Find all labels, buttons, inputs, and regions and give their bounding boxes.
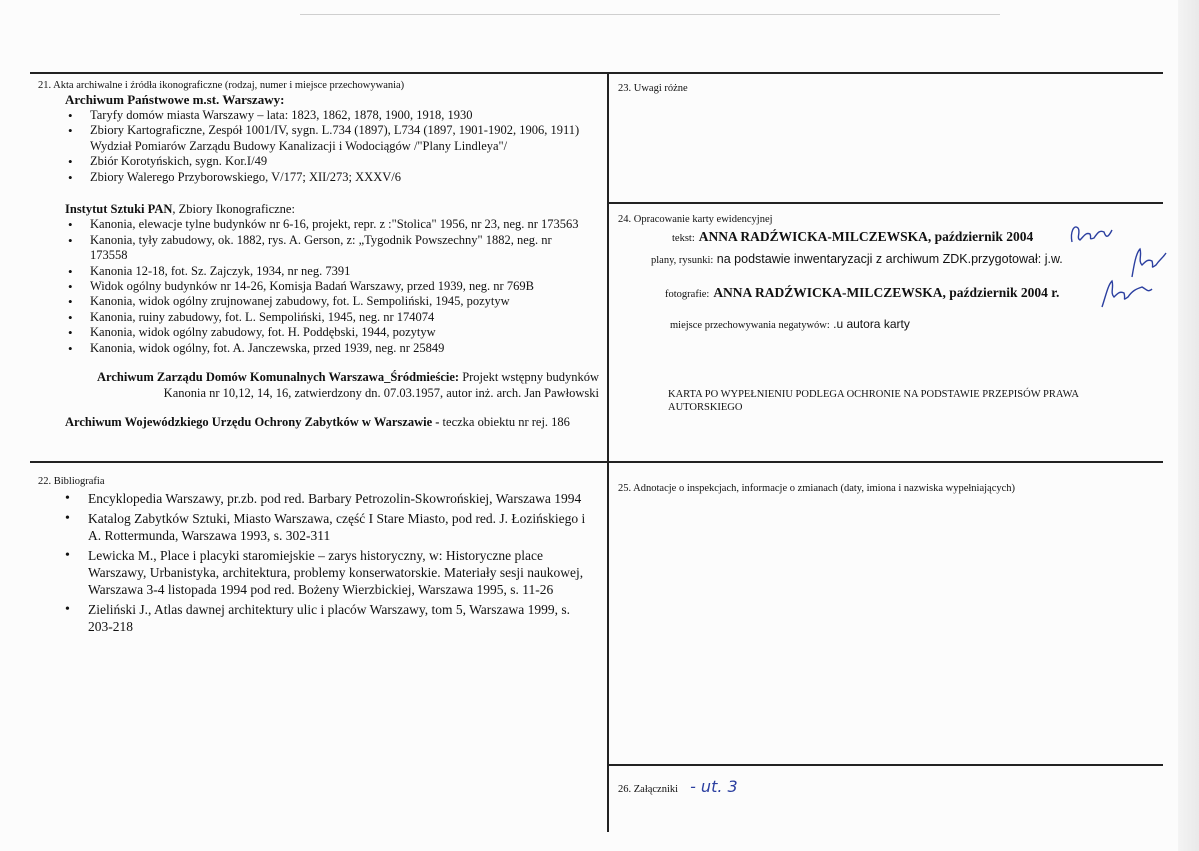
list-item-text: Zbiory Kartograficzne, Zespół 1001/IV, sygn. L.734 (1897), L734 (1897, 1901-1902, 1906, 1911) bbox=[90, 123, 580, 138]
list-item: • Kanonia, ruiny zabudowy, fot. L. Sempoliński, 1945, neg. nr 174074 bbox=[65, 310, 603, 325]
list-item: • Zbiór Korotyńskich, sygn. Kor.I/49 bbox=[65, 154, 603, 169]
copyright-notice: KARTA PO WYPEŁNIENIU PODLEGA OCHRONIE NA PODSTAWIE PRZEPISÓW PRAWA AUTORSKIEGO bbox=[668, 389, 1079, 413]
apmsw-heading: Archiwum Państwowe m.st. Warszawy: bbox=[65, 92, 285, 107]
section-23-remarks bbox=[618, 82, 1158, 95]
apmsw-list bbox=[65, 108, 603, 185]
azdk-heading: Archiwum Zarządu Domów Komunalnych Warszawa_Śródmieście: bbox=[97, 370, 460, 385]
tekst-value: ANNA RADŹWICKA-MILCZEWSKA, październik 2004 bbox=[698, 229, 1034, 244]
tekst-row bbox=[672, 228, 1033, 246]
list-item: • Zbiory Walerego Przyborowskiego, V/177; XII/273; XXXV/6 bbox=[65, 170, 603, 185]
list-item: • Zieliński J., Atlas dawnej architektury ulic i placów Warszawy, tom 5, Warszawa 1999, s. 203-218 bbox=[61, 601, 598, 635]
foto-row bbox=[665, 284, 1059, 302]
center-divider bbox=[607, 72, 609, 832]
list-item: • Widok ogólny budynków nr 14-26, Komisja Badań Warszawy, przed 1939, neg. nr 769B bbox=[65, 279, 603, 294]
tekst-label: tekst: bbox=[672, 233, 695, 244]
negatives-row bbox=[670, 315, 910, 333]
plany-row bbox=[651, 250, 1063, 268]
ispan-list bbox=[65, 217, 603, 356]
rule-s25-s26 bbox=[608, 764, 1163, 766]
section-21-archival-sources bbox=[38, 79, 603, 430]
awuoz-block: Archiwum Wojewódzkiego Urzędu Ochrony Zabytków w Warszawie - teczka obiektu nr rej. 186 bbox=[65, 414, 570, 429]
middle-rule-right bbox=[608, 461, 1163, 463]
list-item: • Kanonia, elewacje tylne budynków nr 6-16, projekt, repr. z :"Stolica" 1956, nr 23, neg. nr 173563 bbox=[65, 217, 603, 232]
section-25-title: 25. Adnotacje o inspekcjach, informacje o zmianach (daty, imiona i nazwiska wypełniających) bbox=[618, 483, 1016, 494]
list-item: • Encyklopedia Warszawy, pr.zb. pod red. Barbary Petrozolin-Skowrońskiej, Warszawa 1994 bbox=[61, 490, 598, 507]
ispan-heading: Instytut Sztuki PAN, Zbiory Ikonograficzne: bbox=[65, 202, 295, 217]
negatives-label: miejsce przechowywania negatywów: bbox=[670, 320, 830, 331]
list-item: • Kanonia, widok ogólny, fot. A. Janczewska, przed 1939, neg. nr 25849 bbox=[65, 341, 603, 356]
list-item-continuation: Wydział Pomiarów Zarządu Budowy Kanalizacji i Wodociągów /"Plany Lindleya"/ bbox=[90, 138, 508, 153]
section-22-bibliography bbox=[38, 475, 598, 638]
section-22-title: 22. Bibliografia bbox=[38, 476, 105, 487]
list-item: • Kanonia 12-18, fot. Sz. Zajczyk, 1934, nr neg. 7391 bbox=[65, 264, 603, 279]
scan-right-edge bbox=[1178, 0, 1199, 851]
attachments-handwritten: - ut. 3 bbox=[690, 777, 738, 796]
middle-rule-left bbox=[30, 461, 608, 463]
section-26-attachments bbox=[618, 777, 1163, 797]
foto-value: ANNA RADŹWICKA-MILCZEWSKA, październik 2004 r. bbox=[713, 285, 1060, 300]
list-item: • Kanonia, widok ogólny zabudowy, fot. H. Poddębski, 1944, pozytyw bbox=[65, 325, 603, 340]
list-item: • Kanonia, widok ogólny zrujnowanej zabudowy, fot. L. Sempoliński, 1945, pozytyw bbox=[65, 294, 603, 309]
section-23-title: 23. Uwagi różne bbox=[618, 83, 688, 94]
list-item bbox=[65, 123, 603, 154]
awuoz-heading: Archiwum Wojewódzkiego Urzędu Ochrony Zabytków w Warszawie - bbox=[65, 414, 440, 429]
signature-mark bbox=[1066, 218, 1126, 248]
list-item: • Katalog Zabytków Sztuki, Miasto Warszawa, część I Stare Miasto, pod red. J. Łozińskiego i A. Rottermunda, Warszawa 1993, s. 302-311 bbox=[61, 510, 598, 544]
section-21-title: 21. Akta archiwalne i źródła ikonograficzne (rodzaj, numer i miejsce przechowywania) bbox=[38, 80, 405, 91]
bibliography-list bbox=[61, 490, 598, 635]
plany-value: na podstawie inwentaryzacji z archiwum ZDK.przygotował: j.w. bbox=[713, 252, 1063, 266]
section-25-inspection-notes bbox=[618, 482, 1163, 495]
list-item: • Lewicka M., Place i placyki staromiejskie – zarys historyczny, w: Historyczne place Warszawy, Urbanistyka, architektura, problemy konserwatorskie. Materiały sesji naukowej, Warszawa 3-4 listopada 1994 pod red. Bożeny Wierzbickiej, Warszawa 1995, s. 11-26 bbox=[61, 547, 598, 598]
plany-label: plany, rysunki: bbox=[651, 255, 714, 266]
signature-mark bbox=[1096, 275, 1156, 311]
top-rule bbox=[30, 72, 1163, 74]
section-26-title: 26. Załączniki bbox=[618, 784, 679, 795]
section-24-title: 24. Opracowanie karty ewidencyjnej bbox=[618, 214, 773, 225]
azdk-block: Archiwum Zarządu Domów Komunalnych Warszawa_Śródmieście: Projekt wstępny budynków Kanonia nr 10,12, 14, 16, zatwierdzony dn. 07.03.1957, autor inż. arch. Jan Pawłowski bbox=[97, 370, 599, 400]
scan-edge-line bbox=[300, 14, 1000, 15]
list-item: • Kanonia, tyły zabudowy, ok. 1882, rys. A. Gerson, z: „Tygodnik Powszechny" 1882, neg. nr 173558 bbox=[65, 233, 603, 264]
negatives-value: .u autora karty bbox=[829, 317, 910, 331]
section-24-card-preparation bbox=[618, 213, 1163, 413]
list-item: • Taryfy domów miasta Warszawy – lata: 1823, 1862, 1878, 1900, 1918, 1930 bbox=[65, 108, 603, 123]
rule-s23-s24 bbox=[608, 202, 1163, 204]
foto-label: fotografie: bbox=[665, 289, 710, 300]
